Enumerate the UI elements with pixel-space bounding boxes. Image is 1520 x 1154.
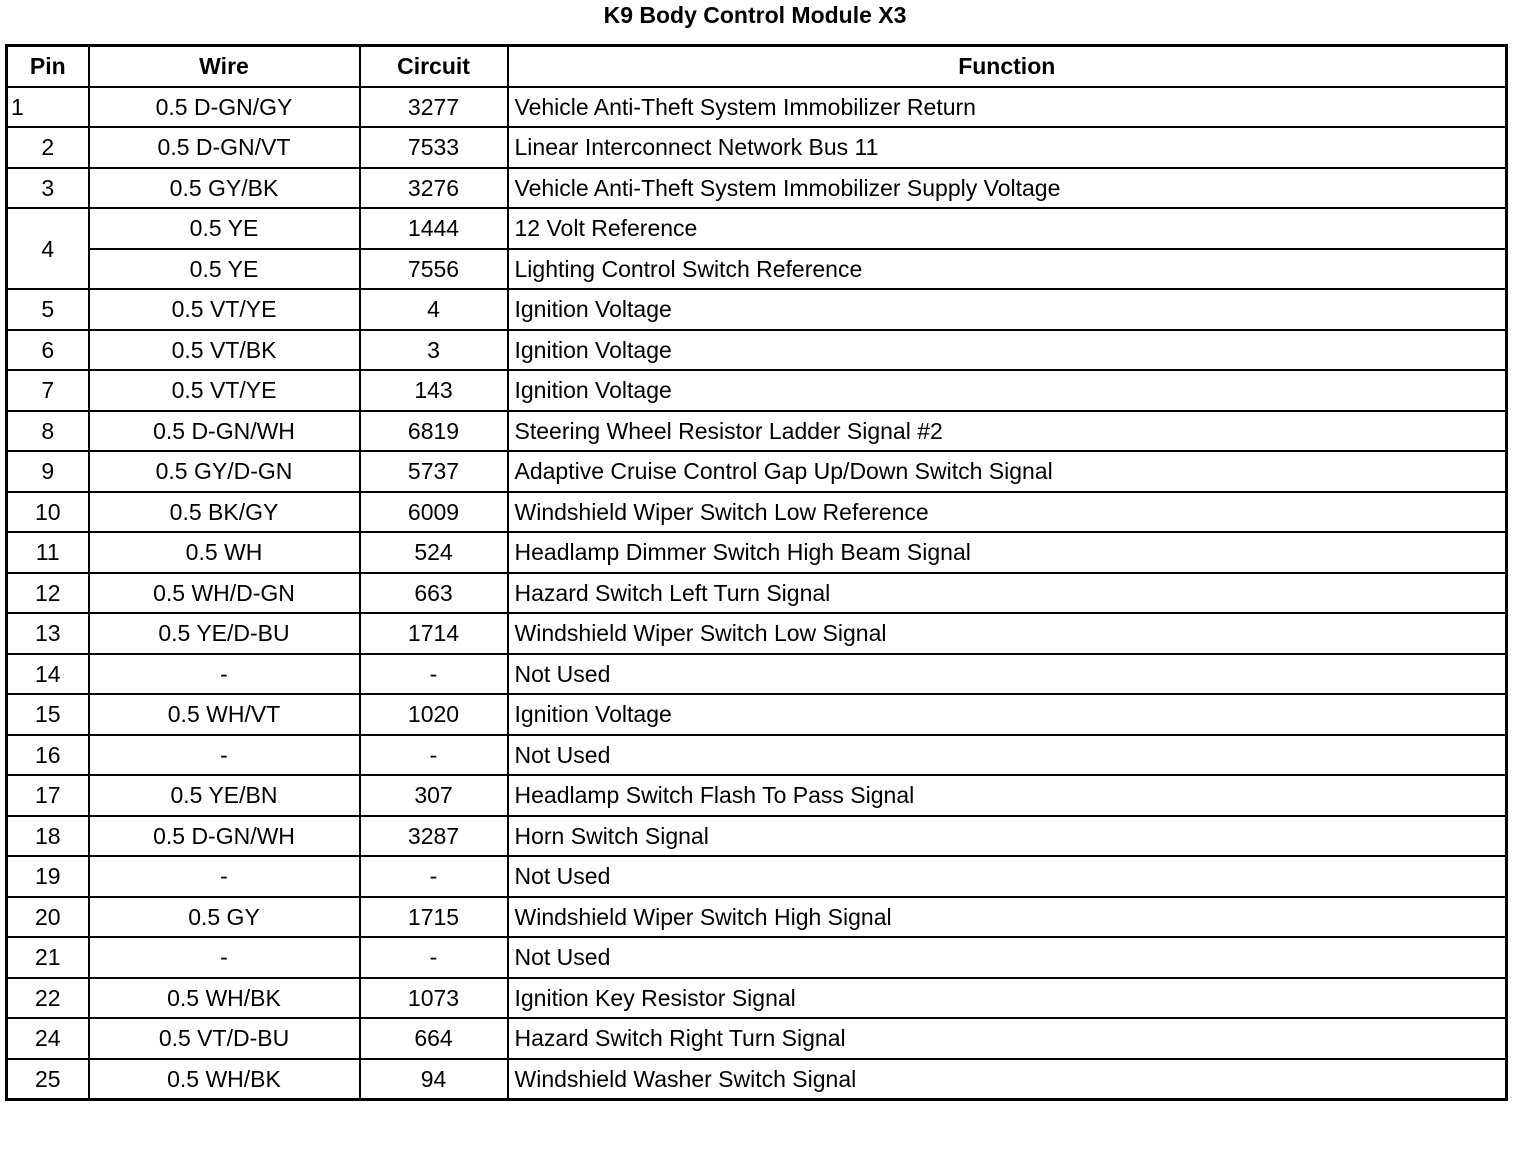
wire-cell: 0.5 VT/YE (89, 370, 360, 411)
circuit-cell: 5737 (360, 451, 508, 492)
circuit-cell: 1020 (360, 694, 508, 735)
pin-cell: 15 (7, 694, 89, 735)
function-cell: Hazard Switch Right Turn Signal (508, 1018, 1507, 1059)
circuit-cell: 307 (360, 775, 508, 816)
pin-cell: 10 (7, 492, 89, 533)
wire-cell: 0.5 WH/BK (89, 978, 360, 1019)
function-cell: Windshield Wiper Switch Low Signal (508, 613, 1507, 654)
table-row (7, 937, 1507, 978)
pin-cell: 3 (7, 168, 89, 209)
function-cell: Vehicle Anti-Theft System Immobilizer Return (508, 87, 1507, 128)
wire-cell: - (89, 654, 360, 695)
wire-cell: 0.5 D-GN/GY (89, 87, 360, 128)
pin-cell: 21 (7, 937, 89, 978)
circuit-cell: - (360, 654, 508, 695)
wire-cell: 0.5 YE (89, 208, 360, 249)
header-pin: Pin (7, 46, 89, 87)
function-cell: Not Used (508, 856, 1507, 897)
circuit-cell: 94 (360, 1059, 508, 1100)
function-cell: Windshield Washer Switch Signal (508, 1059, 1507, 1100)
table-row (7, 613, 1507, 654)
wire-cell: 0.5 WH/BK (89, 1059, 360, 1100)
table-row (7, 856, 1507, 897)
function-cell: Not Used (508, 735, 1507, 776)
table-row (7, 492, 1507, 533)
circuit-cell: 7533 (360, 127, 508, 168)
circuit-cell: 1715 (360, 897, 508, 938)
circuit-cell: 4 (360, 289, 508, 330)
wire-cell: 0.5 D-GN/WH (89, 411, 360, 452)
pinout-table (5, 44, 1508, 1101)
wire-cell: 0.5 D-GN/WH (89, 816, 360, 857)
pin-cell: 14 (7, 654, 89, 695)
wire-cell: 0.5 GY/BK (89, 168, 360, 209)
circuit-cell: 3 (360, 330, 508, 371)
table-row (7, 816, 1507, 857)
function-cell: Ignition Voltage (508, 289, 1507, 330)
header-wire: Wire (89, 46, 360, 87)
function-cell: Steering Wheel Resistor Ladder Signal #2 (508, 411, 1507, 452)
function-cell: Ignition Key Resistor Signal (508, 978, 1507, 1019)
table-row (7, 249, 1507, 290)
function-cell: Horn Switch Signal (508, 816, 1507, 857)
function-cell: Ignition Voltage (508, 330, 1507, 371)
pin-cell: 18 (7, 816, 89, 857)
pin-cell: 1 (7, 87, 89, 128)
pin-cell: 12 (7, 573, 89, 614)
table-row (7, 978, 1507, 1019)
table-row (7, 897, 1507, 938)
wire-cell: 0.5 YE (89, 249, 360, 290)
pin-cell: 2 (7, 127, 89, 168)
wire-cell: 0.5 WH (89, 532, 360, 573)
function-cell: 12 Volt Reference (508, 208, 1507, 249)
circuit-cell: 143 (360, 370, 508, 411)
function-cell: Vehicle Anti-Theft System Immobilizer Supply Voltage (508, 168, 1507, 209)
pin-cell: 7 (7, 370, 89, 411)
circuit-cell: 664 (360, 1018, 508, 1059)
table-row (7, 411, 1507, 452)
circuit-cell: - (360, 735, 508, 776)
circuit-cell: - (360, 856, 508, 897)
table-row (7, 532, 1507, 573)
wire-cell: 0.5 VT/BK (89, 330, 360, 371)
function-cell: Not Used (508, 654, 1507, 695)
table-row (7, 168, 1507, 209)
table-row (7, 573, 1507, 614)
function-cell: Hazard Switch Left Turn Signal (508, 573, 1507, 614)
wire-cell: 0.5 VT/YE (89, 289, 360, 330)
table-row (7, 1018, 1507, 1059)
function-cell: Headlamp Switch Flash To Pass Signal (508, 775, 1507, 816)
pin-cell: 5 (7, 289, 89, 330)
function-cell: Lighting Control Switch Reference (508, 249, 1507, 290)
table-row (7, 694, 1507, 735)
wire-cell: 0.5 YE/BN (89, 775, 360, 816)
circuit-cell: 7556 (360, 249, 508, 290)
pin-cell: 25 (7, 1059, 89, 1100)
table-row (7, 735, 1507, 776)
table-row (7, 330, 1507, 371)
pin-cell: 9 (7, 451, 89, 492)
table-row (7, 451, 1507, 492)
circuit-cell: 663 (360, 573, 508, 614)
circuit-cell: 6819 (360, 411, 508, 452)
pin-cell: 17 (7, 775, 89, 816)
circuit-cell: 1714 (360, 613, 508, 654)
table-row (7, 87, 1507, 128)
pin-cell: 19 (7, 856, 89, 897)
function-cell: Adaptive Cruise Control Gap Up/Down Switch Signal (508, 451, 1507, 492)
table-header-row (7, 46, 1507, 87)
pin-cell: 22 (7, 978, 89, 1019)
circuit-cell: 524 (360, 532, 508, 573)
table-row (7, 289, 1507, 330)
function-cell: Windshield Wiper Switch High Signal (508, 897, 1507, 938)
wire-cell: - (89, 937, 360, 978)
pin-cell: 6 (7, 330, 89, 371)
wire-cell: 0.5 GY (89, 897, 360, 938)
pin-cell: 11 (7, 532, 89, 573)
circuit-cell: 3287 (360, 816, 508, 857)
function-cell: Ignition Voltage (508, 694, 1507, 735)
wire-cell: 0.5 BK/GY (89, 492, 360, 533)
wire-cell: 0.5 VT/D-BU (89, 1018, 360, 1059)
function-cell: Linear Interconnect Network Bus 11 (508, 127, 1507, 168)
function-cell: Headlamp Dimmer Switch High Beam Signal (508, 532, 1507, 573)
circuit-cell: 3277 (360, 87, 508, 128)
table-row (7, 208, 1507, 249)
header-function: Function (508, 46, 1507, 87)
circuit-cell: 3276 (360, 168, 508, 209)
function-cell: Not Used (508, 937, 1507, 978)
table-row (7, 654, 1507, 695)
circuit-cell: 1444 (360, 208, 508, 249)
pin-cell: 16 (7, 735, 89, 776)
header-circuit: Circuit (360, 46, 508, 87)
wire-cell: 0.5 GY/D-GN (89, 451, 360, 492)
table-body (7, 87, 1507, 1100)
circuit-cell: 6009 (360, 492, 508, 533)
table-row (7, 370, 1507, 411)
function-cell: Windshield Wiper Switch Low Reference (508, 492, 1507, 533)
wire-cell: 0.5 WH/D-GN (89, 573, 360, 614)
circuit-cell: - (360, 937, 508, 978)
wire-cell: 0.5 D-GN/VT (89, 127, 360, 168)
pin-cell: 8 (7, 411, 89, 452)
pin-cell: 20 (7, 897, 89, 938)
table-row (7, 775, 1507, 816)
table-row (7, 127, 1507, 168)
function-cell: Ignition Voltage (508, 370, 1507, 411)
pin-cell: 13 (7, 613, 89, 654)
wire-cell: 0.5 WH/VT (89, 694, 360, 735)
wire-cell: - (89, 735, 360, 776)
table-row (7, 1059, 1507, 1100)
pin-cell: 4 (7, 208, 89, 289)
wire-cell: - (89, 856, 360, 897)
pin-cell: 24 (7, 1018, 89, 1059)
page-title: K9 Body Control Module X3 (603, 2, 907, 28)
circuit-cell: 1073 (360, 978, 508, 1019)
wire-cell: 0.5 YE/D-BU (89, 613, 360, 654)
